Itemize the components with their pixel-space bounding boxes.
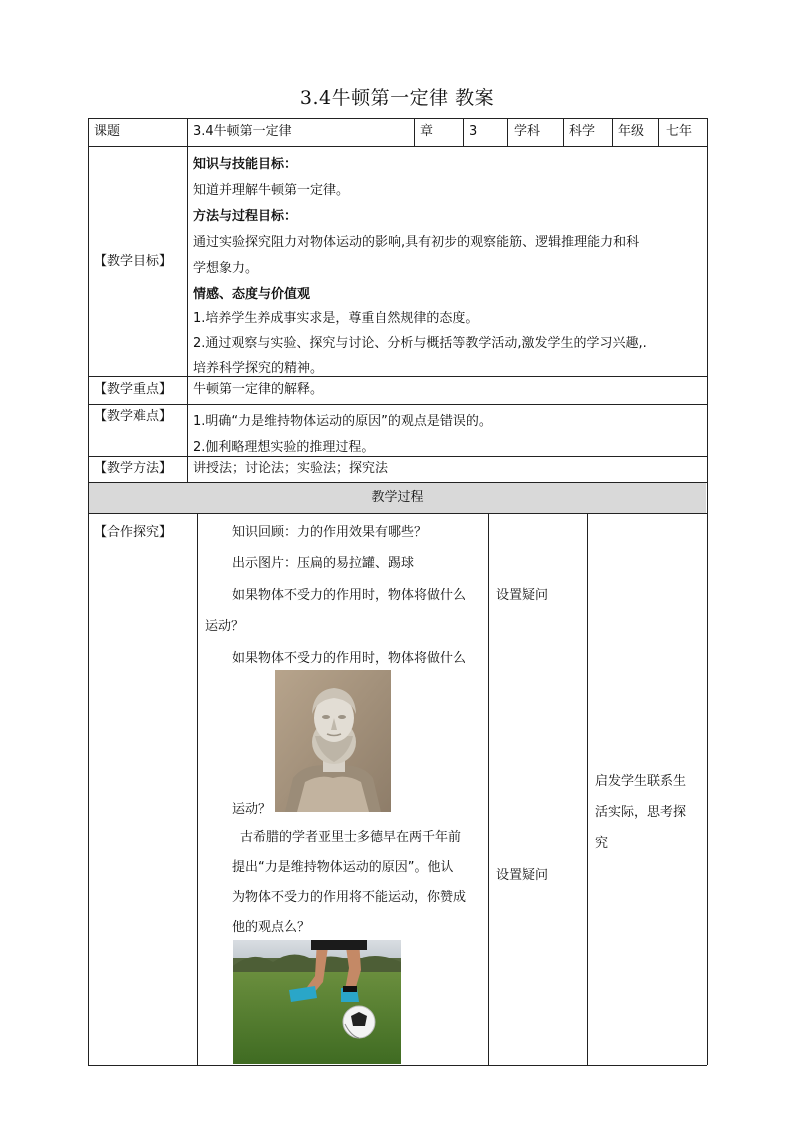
methods-text: 讲授法；讨论法；实验法；探究法: [193, 461, 389, 476]
process-line-4b: 运动？: [232, 802, 272, 817]
subject-value: 科学: [569, 124, 596, 139]
difficulty-text-2: 2.伽利略理想实验的推理过程。: [193, 440, 375, 455]
process-line-5a: 古希腊的学者亚里士多德早在两千年前: [240, 830, 462, 845]
subject-label: 学科: [514, 124, 541, 139]
emotion-text-3: 培养科学探究的精神。: [193, 361, 324, 376]
process-line-2: 出示图片：压扁的易拉罐、踢球: [232, 556, 415, 571]
difficulty-label: 【教学难点】: [94, 409, 173, 424]
focus-label: 【教学重点】: [94, 382, 173, 397]
process-line-1: 知识回顾：力的作用效果有哪些？: [232, 525, 428, 540]
section-label: 【合作探究】: [94, 525, 173, 540]
grade-label: 年级: [618, 124, 645, 139]
intent-line-2: 活实际，思考探: [595, 805, 687, 820]
chapter-label: 章: [420, 124, 434, 139]
focus-text: 牛顿第一定律的解释。: [193, 382, 324, 397]
process-line-5b: 提出“力是维持物体运动的原因”。他认: [232, 860, 454, 875]
emotion-text-1: 1.培养学生养成事实求是，尊重自然规律的态度。: [193, 311, 479, 326]
chapter-value: 3: [469, 124, 478, 139]
process-line-5d: 他的观点么？: [232, 920, 311, 935]
methods-label: 【教学方法】: [94, 461, 173, 476]
grade-value: 七年: [666, 124, 693, 139]
goals-label: 【教学目标】: [94, 254, 173, 269]
note-1: 设置疑问: [496, 588, 549, 603]
process-line-3b: 运动？: [205, 619, 245, 634]
soccer-kick-image: [233, 940, 401, 1064]
emotion-text-2: 2.通过观察与实验、探究与讨论、分析与概括等教学活动,激发学生的学习兴趣,.: [193, 336, 647, 351]
method-text-1: 通过实验探究阻力对物体运动的影响,具有初步的观察能筋、逻辑推理能力和科: [193, 235, 640, 250]
lesson-value: 3.4牛顿第一定律: [193, 124, 292, 139]
knowledge-text: 知道并理解牛顿第一定律。: [193, 183, 350, 198]
aristotle-bust-image: [275, 670, 391, 812]
process-line-3a: 如果物体不受力的作用时，物体将做什么: [232, 588, 467, 603]
process-banner: 教学过程: [89, 483, 706, 513]
intent-line-1: 启发学生联系生: [595, 774, 687, 789]
note-2: 设置疑问: [496, 868, 549, 883]
emotion-heading: 情感、态度与价值观: [193, 287, 311, 302]
method-text-2: 学想象力。: [193, 261, 259, 276]
intent-line-3: 究: [595, 836, 609, 851]
method-heading: 方法与过程目标：: [193, 209, 298, 224]
knowledge-heading: 知识与技能目标：: [193, 157, 298, 172]
process-line-4a: 如果物体不受力的作用时，物体将做什么: [232, 651, 467, 666]
page-title: 3.4牛顿第一定律 教案: [299, 87, 495, 109]
difficulty-text-1: 1.明确“力是维持物体运动的原因”的观点是错误的。: [193, 414, 492, 429]
process-line-5c: 为物体不受力的作用将不能运动，你赞成: [232, 890, 467, 905]
lesson-label: 课题: [94, 124, 121, 139]
